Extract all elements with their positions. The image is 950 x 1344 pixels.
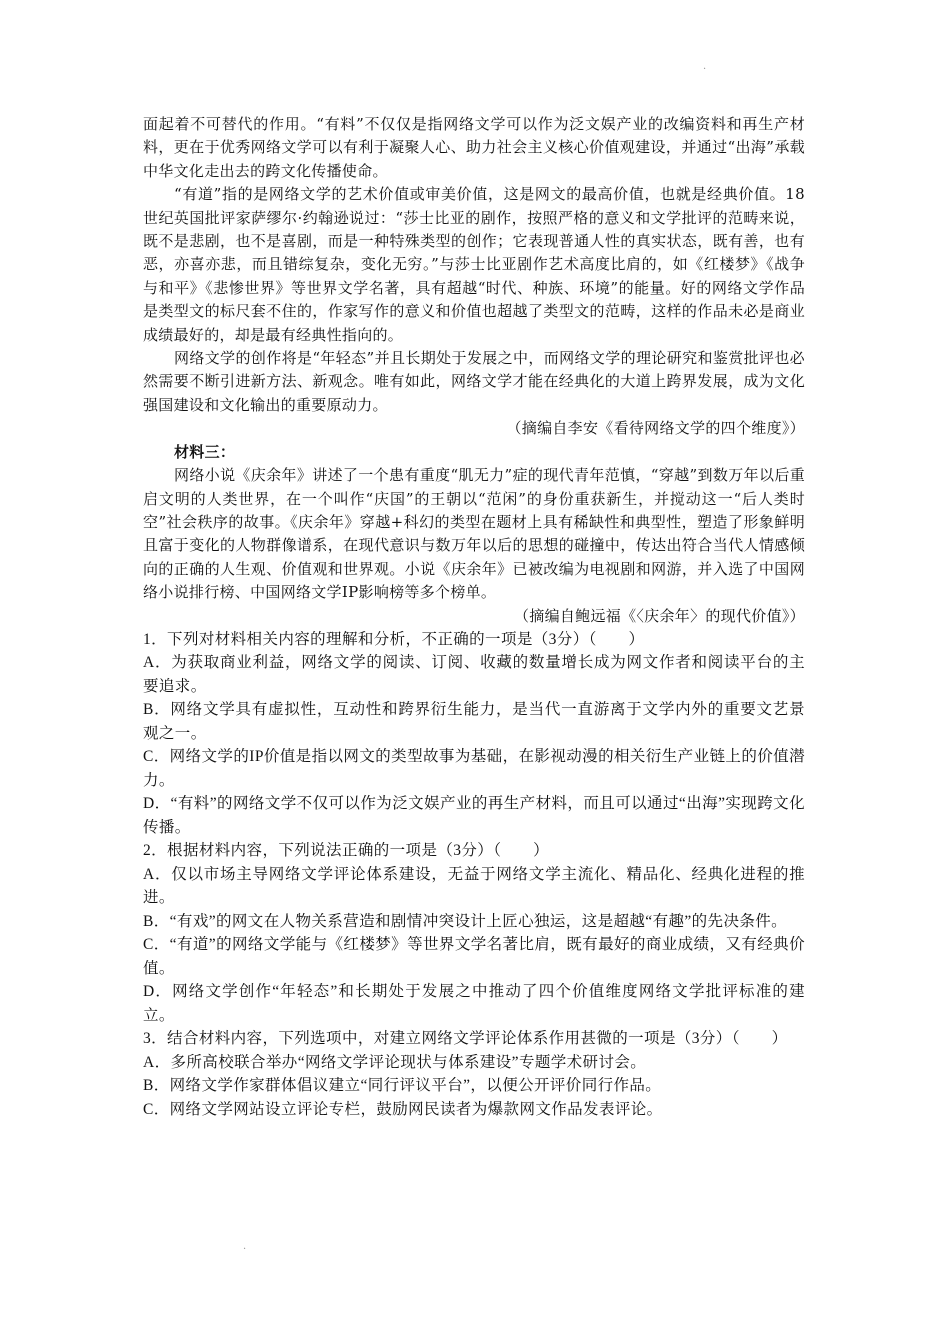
option-b: B．网络文学作家群体倡议建立“同行评议平台”，以便公开评价同行作品。 (143, 1077, 662, 1095)
question-stem: 2．根据材料内容，下列说法正确的一项是（3分）（ ） (143, 842, 550, 860)
material3-paragraph: 网络小说《庆余年》讲述了一个患有重度“肌无力”症的现代青年范慎，“穿越”到数万年以后重启文明的人类世界，在一个叫作“庆国”的王朝以“范闲”的身份重获新生，并搅动这一“后人类时空”社会秩序的故事。《庆余年》穿越+科幻的类型在题材上具有稀缺性和典型性，塑造了形象鲜明且富于变化的人物群像谱系，在现代意识与数万年以后的思想的碰撞中，传达出符合当代人情感倾向的正确的人生观、价值观和世界观。小说《庆余年》已被改编为电视剧和网游，并入选了中国网络小说排行榜、中国网络文学IP影响榜等多个榜单。 (143, 466, 805, 602)
material2-paragraph: 面起着不可替代的作用。“有料”不仅仅是指网络文学可以作为泛文娱产业的改编资料和再生产材料，更在于优秀网络文学可以有利于凝聚人心、助力社会主义核心价值观建设，并通过“出海”承载中华文化走出去的跨文化传播使命。 (143, 115, 805, 180)
question-3 (143, 1027, 805, 1121)
option-a: A．仅以市场主导网络文学评论体系建设，无益于网络文学主流化、精品化、经典化进程的推进。 (143, 865, 805, 907)
question-stem: 1．下列对材料相关内容的理解和分析，不正确的一项是（3分）（ ） (143, 630, 645, 648)
scan-dot: · (703, 64, 707, 75)
option-b: B．“有戏”的网文在人物关系营造和剧情冲突设计上匠心独运，这是超越“有趣”的先决条件。 (143, 912, 788, 930)
material3-source: （摘编自鲍远福《〈庆余年〉的现代价值》） (513, 606, 805, 625)
option-c: C．“有道”的网络文学能与《红楼梦》等世界文学名著比肩，既有最好的商业成绩，又有经典价值。 (143, 936, 805, 977)
page-content (143, 113, 805, 1121)
question-stem: 3．结合材料内容，下列选项中，对建立网络文学评论体系作用甚微的一项是（3分）（ ） (143, 1030, 788, 1048)
material2-paragraph: 网络文学的创作将是“年轻态”并且长期处于发展之中，而网络文学的理论研究和鉴赏批评也必然需要不断引进新方法、新观念。唯有如此，网络文学才能在经典化的大道上跨界发展，成为文化强国建设和文化输出的重要原动力。 (143, 349, 805, 414)
option-a: A．多所高校联合举办“网络文学评论现状与体系建设”专题学术研讨会。 (143, 1053, 647, 1071)
option-d: D．“有料”的网络文学不仅可以作为泛文娱产业的再生产材料，而且可以通过“出海”实现跨文化传播。 (143, 795, 805, 836)
question-2 (143, 839, 805, 1027)
question-1 (143, 628, 805, 840)
material3-heading: 材料三： (174, 442, 236, 461)
option-b: B．网络文学具有虚拟性，互动性和跨界衍生能力，是当代一直游离于文学内外的重要文艺景观之一。 (143, 701, 805, 742)
option-d: D．网络文学创作“年轻态”和长期处于发展之中推动了四个价值维度网络文学批评标准的建立。 (143, 983, 805, 1024)
material2-paragraph: “有道”指的是网络文学的艺术价值或审美价值，这是网文的最高价值，也就是经典价值。18世纪英国批评家萨缪尔·约翰逊说过：“莎士比亚的剧作，按照严格的意义和文学批评的范畴来说，既不是悲剧，也不是喜剧，而是一种特殊类型的创作；它表现普通人性的真实状态，既有善，也有恶，亦喜亦悲，而且错综复杂，变化无穷。”与莎士比亚剧作艺术高度比肩的，如《红楼梦》《战争与和平》《悲惨世界》等世界文学名著，具有超越“时代、种族、环境”的能量。好的网络文学作品是类型文的标尺套不住的，作家写作的意义和价值也超越了类型文的范畴，这样的作品未必是商业成绩最好的，却是最有经典性指向的。 (143, 185, 805, 344)
scan-dot: · (243, 1244, 247, 1255)
option-a: A．为获取商业利益，网络文学的阅读、订阅、收藏的数量增长成为网文作者和阅读平台的主要追求。 (143, 654, 805, 695)
material2-source: （摘编自李安《看待网络文学的四个维度》） (506, 419, 805, 438)
option-c: C．网络文学网站设立评论专栏，鼓励网民读者为爆款网文作品发表评论。 (143, 1100, 663, 1118)
option-c: C．网络文学的IP价值是指以网文的类型故事为基础，在影视动漫的相关衍生产业链上的价值潜力。 (143, 748, 805, 789)
